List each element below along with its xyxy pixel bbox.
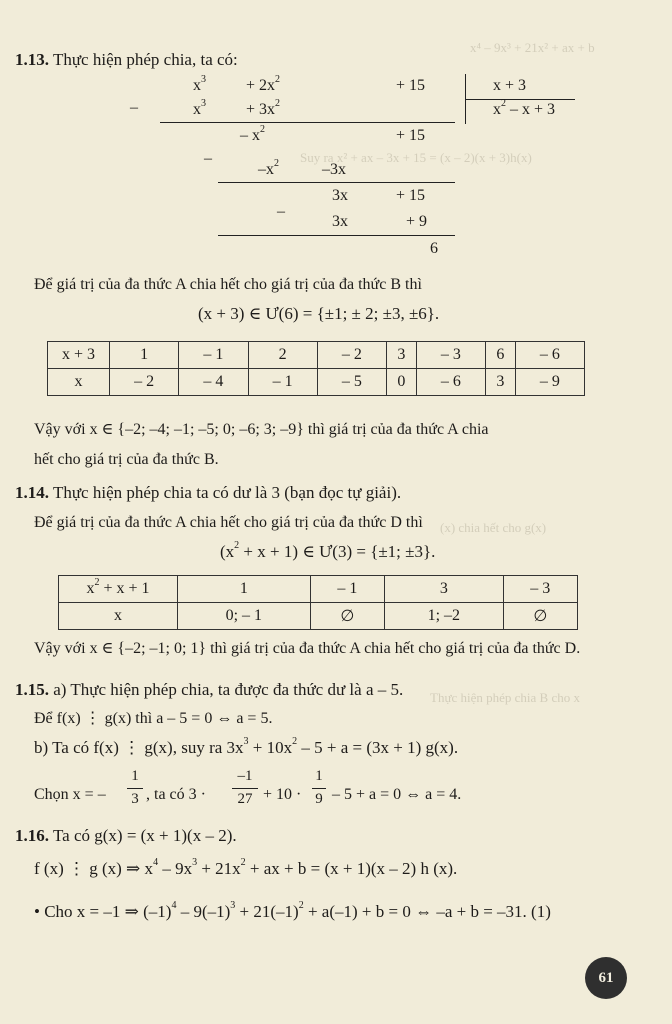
fraction-numerator: 1 bbox=[315, 768, 323, 784]
table-row bbox=[59, 576, 578, 603]
table-cell: 6 bbox=[486, 342, 516, 369]
table-header-cell: $x^2 + x + 1$ bbox=[59, 576, 178, 603]
bleed-through-text: (x) chia hết cho g(x) bbox=[440, 520, 547, 535]
dividend-term: + $2x^2$ bbox=[246, 73, 281, 94]
conclusion-text: Vậy với x ∈ {–2; –4; –1; –5; 0; –6; 3; –9} thì giá trị của đa thức A chia bbox=[34, 421, 489, 438]
table-header-cell: x bbox=[48, 369, 110, 396]
table-row bbox=[59, 603, 578, 630]
table-cell: – 3 bbox=[503, 576, 577, 603]
divisibility-equation: f (x) ⋮ g (x) ⇒ $x^4 - 9x^3 + 21x^2$ + ax + b = (x + 1)(x – 2) h (x). bbox=[34, 857, 458, 878]
exercise-number: 1.16. bbox=[15, 826, 49, 845]
fraction-bar bbox=[232, 788, 258, 789]
exercise-intro: Thực hiện phép chia, ta có: bbox=[52, 50, 238, 69]
quotient: $x^2 - x + 3$ bbox=[493, 97, 556, 118]
table-cell: – 1 bbox=[248, 369, 317, 396]
condition-text: Để giá trị của đa thức A chia hết cho giá trị của đa thức D thì bbox=[34, 514, 423, 531]
table-cell: – 1 bbox=[179, 342, 248, 369]
part-b-text: b) Ta có f(x) ⋮ g(x), suy ra $3x^3 + 10x^2 - 5 + a = (3x + 1)$ g(x). bbox=[34, 736, 459, 757]
subtrahend-term: –3x bbox=[322, 161, 346, 178]
table-cell: – 2 bbox=[317, 342, 386, 369]
condition-text: Để giá trị của đa thức A chia hết cho giá trị của đa thức B thì bbox=[34, 276, 422, 293]
exercise-intro: Ta có g(x) = (x + 1)(x – 2). bbox=[52, 826, 237, 845]
subtrahend-term: + 9 bbox=[406, 213, 428, 230]
substitution-equation: • Cho x = –1 ⇒ $(-1)^4 - 9(-1)^3 + 21(-1)^2 + a(-1) + b = 0$ ⇔ –a + b = –31. (1) bbox=[34, 900, 551, 921]
table-header-cell: x bbox=[59, 603, 178, 630]
minus-sign: – bbox=[130, 99, 138, 116]
page-number: 61 bbox=[585, 957, 627, 999]
equation-text: , ta có 3 · bbox=[146, 786, 206, 803]
conclusion-text: Vậy với x ∈ {–2; –1; 0; 1} thì giá trị của đa thức A chia hết cho giá trị của đa thức D. bbox=[34, 640, 581, 657]
fraction-denominator: 9 bbox=[315, 791, 323, 807]
table-cell: 0 bbox=[387, 369, 417, 396]
table-cell: ∅ bbox=[310, 603, 384, 630]
table-cell: ∅ bbox=[503, 603, 577, 630]
equation-text: – 5 + a = 0 ⇔ a = 4. bbox=[332, 786, 462, 803]
subtrahend-term: $x^3$ bbox=[193, 97, 206, 118]
partial-remainder-term: – $x^2$ bbox=[240, 123, 265, 144]
table-row bbox=[48, 342, 585, 369]
table-cell: 3 bbox=[387, 342, 417, 369]
table-cell: 1 bbox=[178, 576, 311, 603]
partial-remainder-term: + 15 bbox=[396, 127, 426, 144]
division-rule bbox=[218, 235, 455, 236]
equation-text: + 10 · bbox=[263, 786, 302, 803]
exercise-1-15-heading bbox=[15, 680, 403, 700]
table-cell: – 6 bbox=[515, 342, 584, 369]
division-rule bbox=[218, 182, 455, 183]
table-cell: – 6 bbox=[416, 369, 485, 396]
table-row bbox=[48, 369, 585, 396]
exercise-number: 1.13. bbox=[15, 50, 49, 69]
table-cell: 1 bbox=[110, 342, 179, 369]
partial-remainder-term: + 15 bbox=[396, 187, 426, 204]
table-cell: 3 bbox=[486, 369, 516, 396]
minus-sign: – bbox=[204, 150, 212, 167]
minus-sign: – bbox=[277, 203, 285, 220]
table-cell: 0; – 1 bbox=[178, 603, 311, 630]
division-rule bbox=[160, 122, 455, 123]
fraction-bar bbox=[127, 788, 143, 789]
fraction-bar bbox=[312, 788, 326, 789]
subtrahend-term: + $3x^2$ bbox=[246, 97, 281, 118]
table-cell: – 4 bbox=[179, 369, 248, 396]
exercise-number: 1.15. bbox=[15, 680, 49, 699]
table-cell: 3 bbox=[385, 576, 504, 603]
partial-remainder-term: 3x bbox=[332, 187, 348, 204]
exercise-number: 1.14. bbox=[15, 483, 49, 502]
divisor: x + 3 bbox=[493, 77, 527, 94]
table-cell: – 2 bbox=[110, 369, 179, 396]
table-cell: – 3 bbox=[416, 342, 485, 369]
subtrahend-term: $-x^2$ bbox=[258, 157, 279, 178]
fraction-denominator: 3 bbox=[131, 791, 139, 807]
exercise-1-13-heading bbox=[15, 50, 238, 70]
divisor-set-formula: (x + 3) ∈ Ư(6) = {±1; ± 2; ±3, ±6}. bbox=[198, 304, 440, 323]
final-remainder: 6 bbox=[430, 240, 438, 257]
divisor-set-formula: $(x^2 + x + 1)$ ∈ Ư(3) = {±1; ±3}. bbox=[220, 540, 436, 561]
fraction-denominator: 27 bbox=[237, 791, 253, 807]
part-a-text: Để f(x) ⋮ g(x) thì a – 5 = 0 ⇔ a = 5. bbox=[34, 710, 273, 727]
fraction-numerator: –1 bbox=[237, 768, 253, 784]
table-cell: – 9 bbox=[515, 369, 584, 396]
values-table-1-14 bbox=[58, 575, 578, 630]
values-table-1-13 bbox=[47, 341, 585, 396]
table-cell: – 5 bbox=[317, 369, 386, 396]
exercise-intro: Thực hiện phép chia ta có dư là 3 (bạn đọc tự giải). bbox=[52, 483, 402, 502]
table-header-cell: x + 3 bbox=[48, 342, 110, 369]
bleed-through-text: Thực hiện phép chia B cho x bbox=[430, 690, 581, 705]
fraction-numerator: 1 bbox=[131, 768, 139, 784]
table-cell: 1; –2 bbox=[385, 603, 504, 630]
exercise-1-14-heading bbox=[15, 483, 401, 503]
bullet: • bbox=[34, 902, 40, 921]
exercise-1-16-heading bbox=[15, 826, 237, 846]
dividend-term: $x^3$ bbox=[193, 73, 206, 94]
subtrahend-term: 3x bbox=[332, 213, 348, 230]
dividend-term: + 15 bbox=[396, 77, 426, 94]
table-cell: – 1 bbox=[310, 576, 384, 603]
conclusion-text: hết cho giá trị của đa thức B. bbox=[34, 451, 219, 468]
table-cell: 2 bbox=[248, 342, 317, 369]
bleed-through-text: Suy ra x² + ax – 3x + 15 = (x – 2)(x + 3)h(x) bbox=[300, 150, 532, 165]
equation-text: Chọn x = – bbox=[34, 786, 106, 803]
part-a-text: a) Thực hiện phép chia, ta được đa thức dư là a – 5. bbox=[53, 680, 404, 699]
bleed-through-text: x⁴ – 9x³ + 21x² + ax + b bbox=[470, 40, 595, 55]
